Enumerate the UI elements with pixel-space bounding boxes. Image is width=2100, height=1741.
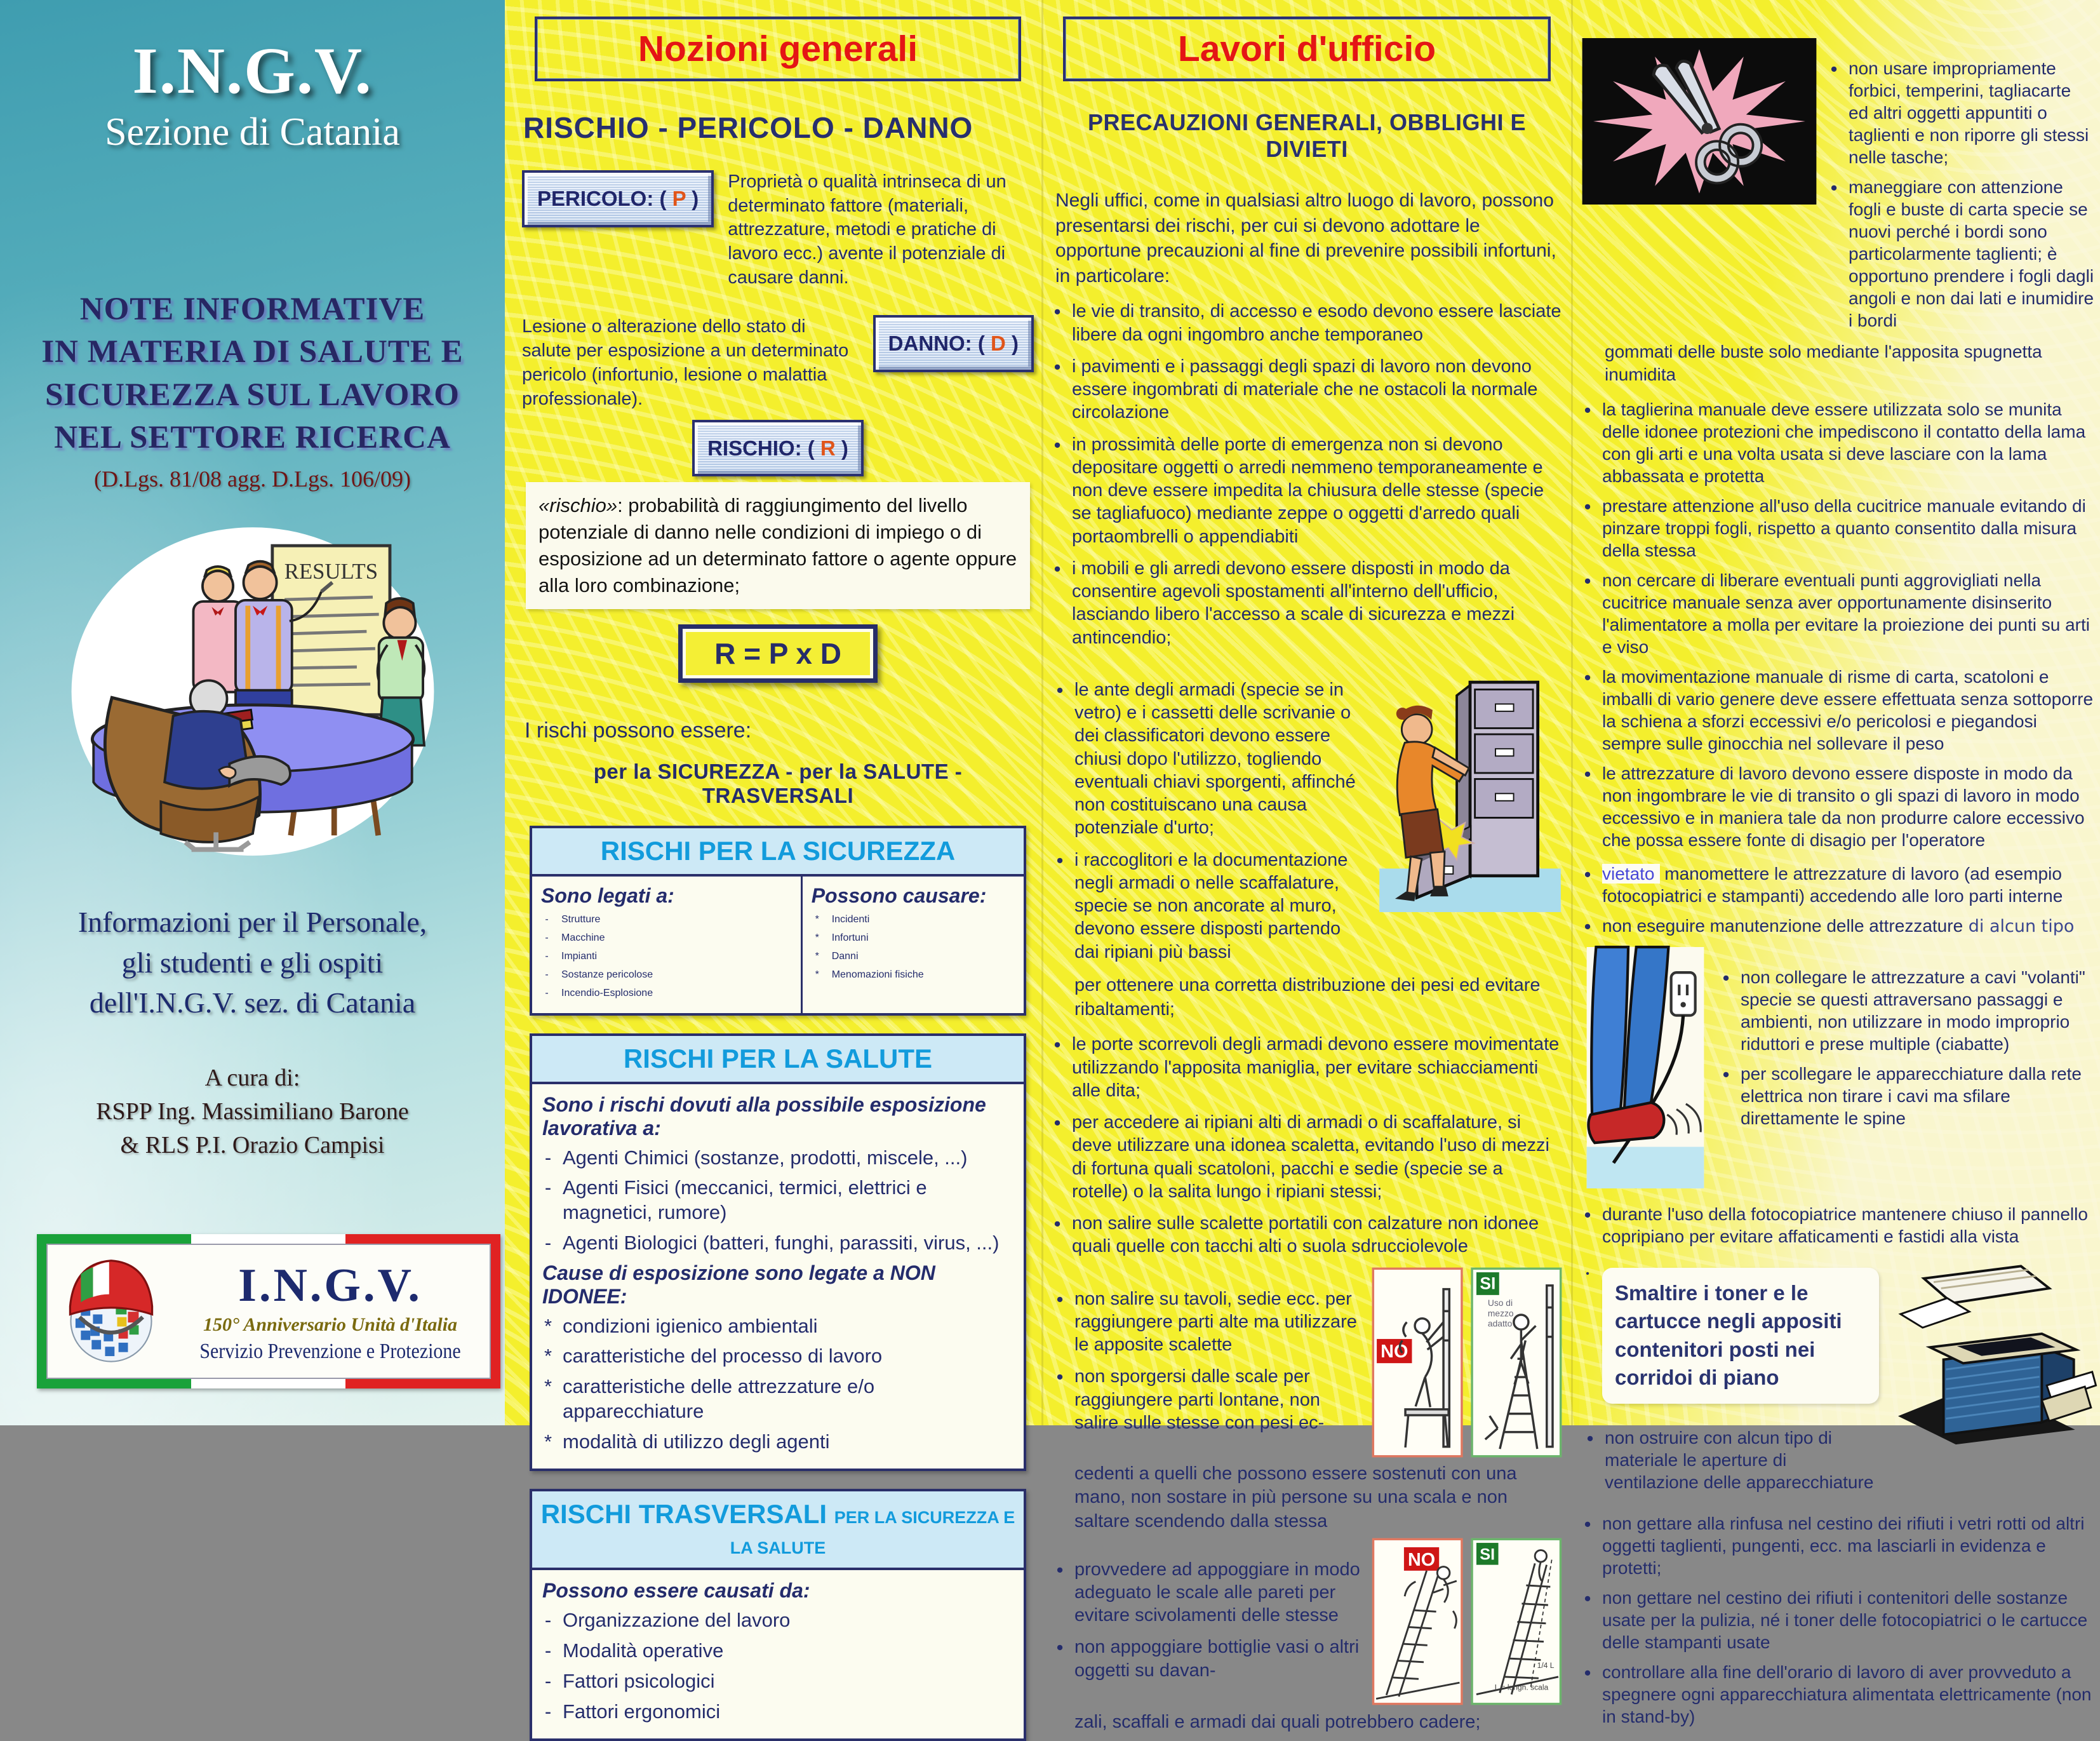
audience-line: gli studenti e gli ospiti (121, 946, 384, 979)
table-item: - Agenti Chimici (sostanze, prodotti, miscele, ...) (544, 1146, 968, 1169)
precaution-item: • non gettare alla rinfusa nel cestino dei rifiuti i vetri rotti od altri oggetti taglienti, pungenti, ecc. ma lasciarli in evidenza e protetti; (1584, 1512, 2085, 1578)
table-item: - Strutture (545, 913, 601, 925)
precaution-item: • le vie di transito, di accesso e esodo devono essere lasciate libere da ogni ingombro anche temporaneo (1053, 300, 1562, 345)
risk-heading: RISCHIO - PERICOLO - DANNO (523, 111, 973, 144)
law-reference: (D.Lgs. 81/08 agg. D.Lgs. 106/09) (94, 466, 411, 492)
precauzioni-heading: PRECAUZIONI GENERALI, OBBLIGHI E DIVIETI (1087, 109, 1527, 162)
audience-line: Informazioni per il Personale, (77, 906, 427, 939)
table-item: * modalità di utilizzo degli agenti (544, 1430, 830, 1453)
pericolo-definition: Proprietà o qualità intrinseca di un determinato fattore (materiali, attrezzature, metodi e pratiche di lavoro ecc.) avente il potenziale di causare danni. (728, 171, 1007, 288)
precaution-item: • i mobili e gli arredi devono essere disposti in modo da consentire agevoli spostamenti all'interno dell'ufficio, lasciando libero l'accesso a scale di sicurezza e mezzi antincendio; (1053, 557, 1515, 648)
cover-title (0, 288, 505, 459)
precaution-item: • i raccoglitori e la documentazione negli armadi o nelle scaffalature, specie se non ancorate al muro, devono essere disposti partendo dai ripiani più bassi (1056, 849, 1348, 962)
no-si-stepladder-image (1372, 1267, 1562, 1461)
cover-panel (0, 0, 505, 1425)
precaution-list-b (1054, 669, 1367, 972)
cover-title-line: NOTE INFORMATIVE (79, 292, 425, 327)
risk-categories: per la SICUREZZA - per la SALUTE - TRASVERSALI (593, 759, 963, 807)
precaution-list-d (1054, 1279, 1360, 1444)
si-caption: Uso di (1487, 1297, 1513, 1308)
plug-trip-image (1582, 947, 1709, 1192)
photocopier-image (1888, 1255, 2097, 1449)
right-item-list (812, 913, 1015, 981)
precaution-list-a (1052, 300, 1562, 649)
continuation-line: per ottenere una corretta distribuzione dei pesi ed evitare ribaltamenti; (1074, 974, 1541, 1019)
table-caption: Sono i rischi dovuti alla possibile esposizione lavorativa a: (542, 1092, 986, 1139)
precaution-item: • per accedere ai ripiani alti di armadi o di scaffalature, si deve utilizzare una idonea scaletta, evitando l'uso di mezzi di fortuna quali scatoloni, pacchi e sedie (specie se a rotelle) o la salita lungo i ripiani stessi; (1053, 1112, 1549, 1202)
column-caption: Possono causare: (811, 884, 987, 907)
ladder-note: L = lungh. scala (1494, 1683, 1549, 1692)
credits (0, 1061, 505, 1163)
table-caption: Possono essere causati da: (542, 1579, 810, 1603)
risk-lead: I rischi possono essere: (525, 718, 752, 743)
cover-title-line: SICUREZZA SUL LAVORO (45, 377, 460, 413)
vietato-term: vietato (1602, 864, 1660, 884)
panel-title: Lavori d'ufficio (1063, 17, 1551, 81)
results-label: RESULTS (284, 559, 378, 584)
helmet-globe-logo-icon (54, 1253, 168, 1370)
audience-note (0, 902, 505, 1023)
precaution-item: • non sporgersi dalle scale per raggiungere parti lontane, non salire sulle stesse con pesi ec- (1056, 1366, 1325, 1433)
table-item: - Modalità operative (544, 1639, 724, 1662)
maintenance-item: • non eseguire manutenzione delle attrezzature di alcun tipo (1584, 915, 2075, 938)
credits-line: & RLS P.I. Orazio Campisi (120, 1132, 385, 1159)
precaution-list-e (1054, 1549, 1360, 1691)
table-item: - Fattori psicologici (544, 1669, 715, 1692)
left-item-list (541, 913, 792, 1000)
precaution-item: • controllare alla fine dell'orario di lavoro di aver provveduto a spegnere ogni apparecchiatura alimentata elettricamente (non in stand-by) (1584, 1661, 2092, 1726)
no-label: NO (1381, 1341, 1408, 1362)
risk-formula-box: R = P x D (678, 624, 878, 683)
precaution-item: • provvedere ad appoggiare in modo adeguato le scale alle pareti per evitare scivolamenti delle stesse (1056, 1558, 1360, 1626)
table-item: - Impianti (545, 950, 598, 962)
table-item: - Incendio-Esplosione (545, 987, 653, 998)
table-rischi-sicurezza (530, 826, 1026, 1016)
rischio-button: RISCHIO: ( R ) (692, 420, 864, 476)
precaution-item: • le attrezzature di lavoro devono essere disposte in modo da non ingombrare le vie di transito o gli spazi di lavoro in modo eccessivo e in maniera tale da non produrre calore eccessivo che possa essere fonte di disagio per l'operatore (1584, 762, 2085, 850)
table-header: RISCHI PER LA SICUREZZA (532, 828, 1024, 877)
table-rischi-salute (530, 1033, 1026, 1472)
table-item: - Organizzazione del lavoro (544, 1609, 791, 1632)
table-item: - Agenti Biologici (batteri, funghi, parassiti, virus, ...) (544, 1231, 1000, 1254)
precaution-item: • la taglierina manuale deve essere utilizzata solo se munita delle idonee protezioni che impediscono il contatto della lama con gli arti e una volta usata si deve lasciare con la lama abbassata e protetta (1584, 398, 2086, 486)
table-caption: Cause di esposizione sono legate a NON IDONEE: (542, 1261, 935, 1308)
precaution-item: • prestare attenzione all'uso della cucitrice manuale evitando di pinzare troppi fogli, rispetto a quanto consentito dalla misura della stessa (1584, 495, 2086, 560)
toner-disposal-note: Smaltire i toner e le cartucce negli appositi contenitori posti nei corridoi di piano (1602, 1268, 1879, 1404)
salute-agent-list (542, 1146, 1013, 1256)
table-item: * Danni (815, 950, 859, 962)
handwritten-note: di alcun tipo (1963, 916, 2075, 936)
org-section: Sezione di Catania (105, 111, 400, 154)
table-item: * caratteristiche delle attrezzature e/o apparecchiature (544, 1375, 875, 1422)
scissors-image (1582, 38, 1817, 208)
table-item: - Fattori ergonomici (544, 1700, 721, 1723)
continuation-line: zali, scaffali e armadi dai quali potrebbero cadere; (1074, 1711, 1481, 1732)
cabinet-accident-image (1378, 658, 1562, 915)
credits-line: RSPP Ing. Massimiliano Barone (96, 1098, 409, 1125)
fold-crease (1041, 0, 1043, 1425)
ladder-note: 1/4 L (1537, 1660, 1555, 1670)
no-si-ladder-image (1372, 1538, 1562, 1709)
table-item: - Sostanze pericolose (545, 969, 653, 980)
org-title: I.N.G.V. (132, 34, 373, 107)
danno-definition: Lesione o alterazione dello stato di salute per esposizione a un determinato pericolo (infortunio, lesione o malattia professionale). (522, 316, 849, 409)
precaution-list-electric (1720, 958, 2095, 1137)
precaution-list-tail (1582, 1512, 2097, 1728)
table-item: - Macchine (545, 932, 605, 943)
precaution-list-c (1052, 1033, 1562, 1258)
continuation-line: cedenti a quelli che possono essere sostenuti con una mano, non sostare in più persone su una scala e non saltare scendendo dalla stessa (1074, 1463, 1517, 1531)
ventilation-item: • non ostruire con alcun tipo di materiale le aperture di ventilazione delle apparecchiature (1586, 1427, 1874, 1492)
credits-line: A cura di: (204, 1064, 300, 1091)
cover-title-line: NEL SETTORE RICERCA (54, 419, 451, 455)
precaution-item: • le ante degli armadi (specie se in vetro) e i cassetti delle scrivanie o dei classificatori devono essere chiusi dopo l'utilizzo, togliendo eventuali chiavi sporgenti, affinché non costituiscano una causa potenziale d'urto; (1056, 678, 1356, 838)
precaution-item: • non usare impropriamente forbici, temperini, tagliacarte ed altri oggetti appuntiti o taglienti e non riporre gli stessi nelle tasche; (1830, 58, 2089, 167)
table-item: - Agenti Fisici (meccanici, termici, elettrici e magnetici, rumore) (544, 1176, 927, 1224)
vietato-item: • vietato manomettere le attrezzature di lavoro (ad esempio fotocopiatrici e stampanti) accedendo alle loro parti interne (1584, 863, 2063, 906)
column-caption: Sono legati a: (541, 884, 674, 907)
copier-item: • durante l'uso della fotocopiatrice mantenere chiuso il pannello copripiano per evitare affaticamenti e fastidi alla vista (1584, 1203, 2088, 1246)
table-item: * Infortuni (815, 932, 869, 943)
table-item: * Incidenti (815, 913, 870, 925)
table-item: * caratteristiche del processo di lavoro (544, 1345, 883, 1368)
precaution-item: • la movimentazione manuale di risme di carta, scatoloni e imballi di vario genere deve essere effettuata senza sottoporre la schiena a sforzi eccessivi e/o pericolosi e piegandosi sempre sulle ginocchia nel sollevare il peso (1584, 666, 2094, 753)
ingv-logo-box (37, 1234, 500, 1388)
precaution-item: • non cercare di liberare eventuali punti aggrovigliati nella cucitrice manuale senza aver opportunamente disinserito l'alimentatore a molla per evitare la proiezione dei punti su arti e viso (1584, 569, 2090, 657)
table-item: * condizioni igienico ambientali (544, 1314, 818, 1337)
si-label: SI (1480, 1274, 1496, 1293)
cover-title-line: IN MATERIA DI SALUTE E (41, 334, 464, 370)
panel-title: Nozioni generali (535, 17, 1021, 81)
meeting-cartoon-image (0, 514, 505, 860)
si-caption: mezzo (1487, 1307, 1514, 1318)
table-item: * Menomazioni fisiche (815, 969, 924, 980)
pericolo-button: PERICOLO: ( P ) (522, 170, 714, 227)
logo-service: Servizio Prevenzione e Protezione (199, 1340, 461, 1363)
precaution-list-mid (1582, 398, 2097, 851)
logo-anniversary: 150° Anniversario Unità d'Italia (203, 1314, 458, 1335)
precautions-continued-panel: • non usare impropriamente forbici, temperini, tagliacarte ed altri oggetti appuntiti o taglienti e non riporre gli stessi nelle tasche; • maneggiare con attenzione fogli e buste di carta specie se nuovi perché i bordi sono particolarmente taglienti; è opportuno prendere i fogli dagli angoli e non dai lati e inumidire i bordi gommati delle buste solo mediante l'apposita spugnetta inumidita • la taglierina manuale deve essere utilizzata solo se munita delle idonee protezioni che impediscono il contatto della lama con gli arti e una volta usata si deve lasciare con la lama abbassata e protetta • prestare attenzione all'uso della cucitrice manuale evitando di pinzare troppi fogli, rispetto a quanto consentito dalla misura della stessa • non cercare di liberare eventuali punti aggrovigliati nella cucitrice manuale senza aver opportunamente disinserito l'alimentatore a molla per evitare la proiezione dei punti su arti e viso • la movimentazione manuale di risme di carta, scatoloni e imballi di vario genere deve essere effettuata senza sottoporre la schiena a sforzi eccessivi e/o pericolosi e piegandosi sempre sulle ginocchia nel sollevare il peso • le attrezzature di lavoro devono essere disposte in modo da non ingombrare le vie di transito o gli spazi di lavoro in modo eccessivo e in maniera tale da non produrre calore eccessivo che possa essere fonte di disagio per l'operatore • vietato manomettere le attrezzature di lavoro (ad esempio fotocopiatrici e stampanti) accedendo alle loro parti interne • non eseguire manutenzione delle attrezzature di alcun tipo • non collegare le attrezzature a cavi "volanti" specie se questi attraversano passaggi e ambienti, non utilizzare in modo improprio riduttori e prese multiple (ciabatte) • per scollegare le apparecchiature dalla rete elettrica non tirare i cavi ma sfilare direttamente le spine • durante l'uso della fotocopiatrice mantenere chiuso il pannello copripiano per evitare affaticamenti e fastidi alla vista • Smaltire i toner e le cartucce negli appositi contenitori posti nei corridoi di piano • non ostruire con alcun tipo di materiale le aperture di ventilazione delle apparecchiature • non gettare alla rinfusa nel cestino dei rifiuti i vetri rotti od altri oggetti taglienti, pungenti, ecc. ma lasciarli in evidenza e protetti; • non gettare nel cestino dei rifiuti i contenitori delle sostanze usate per la pulizia, né i toner delle fotocopiatrici o le cartucce delle stampanti usate • controllare alla fine dell'orario di lavoro di aver provveduto a spegnere ogni apparecchiatura alimentata elettricamente (non in stand-by) (1579, 0, 2100, 1425)
precaution-item: • in prossimità delle porte di emergenza non si devono depositare oggetti o arredi nemmeno temporaneamente e non deve essere impedita la chiusura delle stesse (specie se tagliafuoco) mediante zeppe o oggetti d'arredo quali portaombrelli o appendiabiti (1053, 433, 1544, 547)
precaution-item: • non collegare le attrezzature a cavi "volanti" specie se questi attraversano passaggi e ambienti, non utilizzare in modo improprio riduttori e prese multiple (ciabatte) (1722, 966, 2085, 1054)
si-label: SI (1480, 1545, 1495, 1564)
precaution-item: • non salire su tavoli, sedie ecc. per raggiungere parti alte ma utilizzare le apposite scalette (1056, 1287, 1357, 1355)
lavori-ufficio-panel (1049, 0, 1565, 1732)
precaution-item: • i pavimenti e i passaggi degli spazi di lavoro non devono essere ingombrati di materiale che ne ostacoli la normale circolazione (1053, 355, 1538, 423)
trasversali-list (542, 1608, 1013, 1724)
rischio-definition-box: «rischio»: probabilità di raggiungimento del livello potenziale di danno nelle condizioni di impiego o di esposizione ad un determinato fattore o agente oppure alla loro combinazione; (526, 482, 1030, 608)
precaution-list-top (1828, 50, 2095, 339)
table-header: RISCHI TRASVERSALI PER LA SICUREZZA E LA SALUTE (532, 1491, 1024, 1570)
continuation-line: gommati delle buste solo mediante l'apposita spugnetta inumidita (1605, 342, 2042, 385)
no-label: NO (1407, 1549, 1436, 1570)
audience-line: dell'I.N.G.V. sez. di Catania (89, 986, 416, 1019)
intro-paragraph: Negli uffici, come in qualsiasi altro luogo di lavoro, possono presentarsi dei rischi, per cui si devono adottare le opportune precauzioni al fine di prevenire possibili infortuni, in particolare: (1055, 190, 1556, 286)
danno-button: DANNO: ( D ) (873, 315, 1034, 372)
nozioni-generali-panel (521, 0, 1035, 1723)
table-header: RISCHI PER LA SALUTE (532, 1036, 1024, 1084)
precaution-item: • non gettare nel cestino dei rifiuti i contenitori delle sostanze usate per la pulizia, né i toner delle fotocopiatrici o le cartucce delle stampanti usate (1584, 1587, 2088, 1652)
precaution-item: • per scollegare le apparecchiature dalla rete elettrica non tirare i cavi ma sfilare direttamente le spine (1722, 1063, 2082, 1128)
precaution-item: • maneggiare con attenzione fogli e buste di carta specie se nuovi perché i bordi sono particolarmente taglienti; è opportuno prendere i fogli dagli angoli e non dai lati e inumidire i bordi (1830, 177, 2094, 330)
precaution-item: • non appoggiare bottiglie vasi o altri oggetti su davan- (1056, 1636, 1360, 1681)
precaution-item: • non salire sulle scalette portatili con calzature non idonee quali quelle con tacchi alti o suola sdrucciolevole (1053, 1213, 1539, 1257)
precaution-item: • le porte scorrevoli degli armadi devono essere movimentate utilizzando l'apposita maniglia, per evitare schiacciamenti alle dita; (1053, 1033, 1560, 1101)
logo-org-title: I.N.G.V. (238, 1260, 422, 1312)
table-rischi-trasversali (530, 1489, 1026, 1741)
si-caption: adatto (1487, 1317, 1513, 1328)
fold-crease (1571, 0, 1573, 1425)
salute-cause-list (542, 1314, 1013, 1455)
